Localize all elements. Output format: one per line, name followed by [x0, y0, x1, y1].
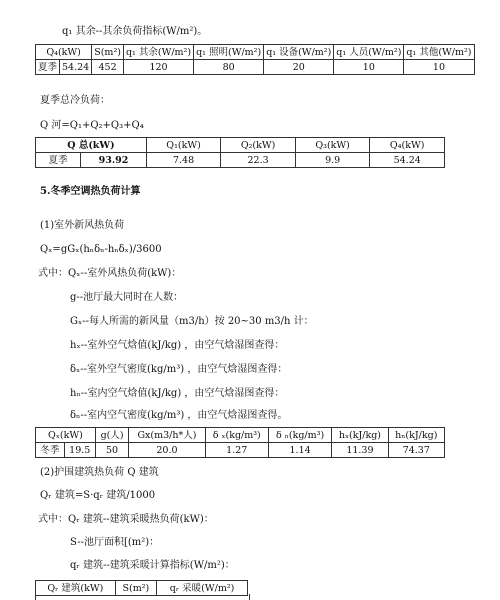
definition-delta-n: δₙ--室内空气密度(kg/m³) ，由空气焓湿图查得。	[70, 410, 288, 421]
table-header-cell: qᵣ 采暖(W/m²)	[157, 581, 248, 596]
table-header-cell: q₁ 照明(W/m²)	[194, 45, 264, 60]
table-cell: 80	[194, 60, 264, 75]
table-header-cell: Q₃(kW)	[295, 138, 370, 153]
table-continuation	[35, 594, 250, 600]
table-cell: 7.48	[146, 153, 221, 168]
table-header-cell: δ ₙ(kg/m³)	[268, 428, 331, 443]
table-cell: 54.24	[60, 60, 92, 75]
table-row	[36, 60, 475, 75]
table-header-cell: g(人)	[95, 428, 128, 443]
table-header-row	[36, 428, 445, 443]
table-header-cell: hₓ(kJ/kg)	[332, 428, 388, 443]
table-cell: 1.27	[205, 443, 268, 458]
definition-hn: hₙ--室内空气焓值(kJ/kg) ，由空气焓湿图查得：	[70, 388, 285, 399]
table-cell: 冬季	[36, 443, 65, 458]
summer-total-cooling-heading: 夏季总冷负荷：	[40, 95, 110, 106]
table-row	[36, 153, 445, 168]
table-header-row	[36, 138, 445, 153]
section-heading-winter: 5.冬季空调热负荷计算	[40, 186, 141, 197]
envelope-formula: Qᵣ 建筑=S·qᵣ 建筑/1000	[40, 490, 156, 501]
definition-gx: Gₓ--每人所需的新风量（m3/h）按 20~30 m3/h 计：	[70, 316, 314, 327]
definition-qr: 式中：Qᵣ 建筑--建筑采暖热负荷(kW)：	[38, 514, 214, 525]
table-row	[36, 443, 445, 458]
table-cell: 120	[123, 60, 193, 75]
table-cell: 452	[92, 60, 124, 75]
table-cell: 19.5	[64, 443, 95, 458]
table-header-cell: Qᵣ 建筑(kW)	[36, 581, 116, 596]
winter-fresh-air-table	[35, 427, 445, 458]
fresh-air-formula: Qₓ=gGₓ(hₙδₙ-hₙδₓ)/3600	[40, 244, 162, 255]
table-cell: 50	[95, 443, 128, 458]
definition-delta-x: δₓ--室外空气密度(kg/m³) ，由空气焓湿图查得：	[70, 364, 288, 375]
table-cell: 20	[264, 60, 334, 75]
table-cell: 74.37	[388, 443, 444, 458]
table-header-cell: δ ₓ(kg/m³)	[205, 428, 268, 443]
table-cell: 9.9	[295, 153, 370, 168]
table-header-cell: Q₂(kW)	[221, 138, 296, 153]
table-cell: 93.92	[81, 153, 147, 168]
table-header-cell: q₁ 其他(W/m²)	[404, 45, 474, 60]
table-header-cell: S(m²)	[115, 581, 156, 596]
table-header-cell: Q₁(kW)	[146, 138, 221, 153]
table-header-row	[36, 45, 475, 60]
definition-hx: hₓ--室外空气焓值(kJ/kg) ，由空气焓湿图查得：	[70, 340, 285, 351]
definition-s: S--池厅面积[(m²)：	[70, 537, 160, 548]
table-header-cell: Q₄(kW)	[370, 138, 445, 153]
table-header-cell: q₁ 人员(W/m²)	[334, 45, 404, 60]
table-header-cell: S(m²)	[92, 45, 124, 60]
table-header-cell: q₁ 其余(W/m²)	[123, 45, 193, 60]
table-cell: 1.14	[268, 443, 331, 458]
subsection-envelope-heat: (2)护围建筑热负荷 Q 建筑	[40, 467, 159, 478]
note-q1-other: q₁ 其余--其余负荷指标(W/m²)。	[62, 26, 208, 37]
table-header-cell: q₁ 设备(W/m²)	[264, 45, 334, 60]
definition-g: g--池厅最大同时在人数：	[70, 292, 184, 303]
table-cell: 11.39	[332, 443, 388, 458]
table-header-cell: Gx(m3/h*人)	[129, 428, 205, 443]
definition-qx: 式中：Qₓ--室外风热负荷(kW)：	[38, 268, 182, 279]
total-load-formula: Q 河=Q₁+Q₂+Q₃+Q₄	[40, 120, 144, 131]
table-header-cell: hₙ(kJ/kg)	[388, 428, 444, 443]
table-header-cell: Q₄(kW)	[36, 45, 92, 60]
table-cell: 10	[404, 60, 474, 75]
table-cell: 54.24	[370, 153, 445, 168]
table-cell: 10	[334, 60, 404, 75]
table-cell: 夏季	[36, 60, 60, 75]
table-header-cell: Q 总(kW)	[36, 138, 147, 153]
table-cell: 22.3	[221, 153, 296, 168]
table-cell: 夏季	[36, 153, 81, 168]
table-cell: 20.0	[129, 443, 205, 458]
summer-load-index-table	[35, 44, 475, 75]
definition-qr-index: qᵣ 建筑--建筑采暖计算指标(W/m²)：	[70, 560, 235, 571]
summer-total-load-table	[35, 137, 445, 168]
table-header-cell: Qₓ(kW)	[36, 428, 96, 443]
subsection-outdoor-fresh-air: (1)室外新风热负荷	[40, 220, 125, 231]
